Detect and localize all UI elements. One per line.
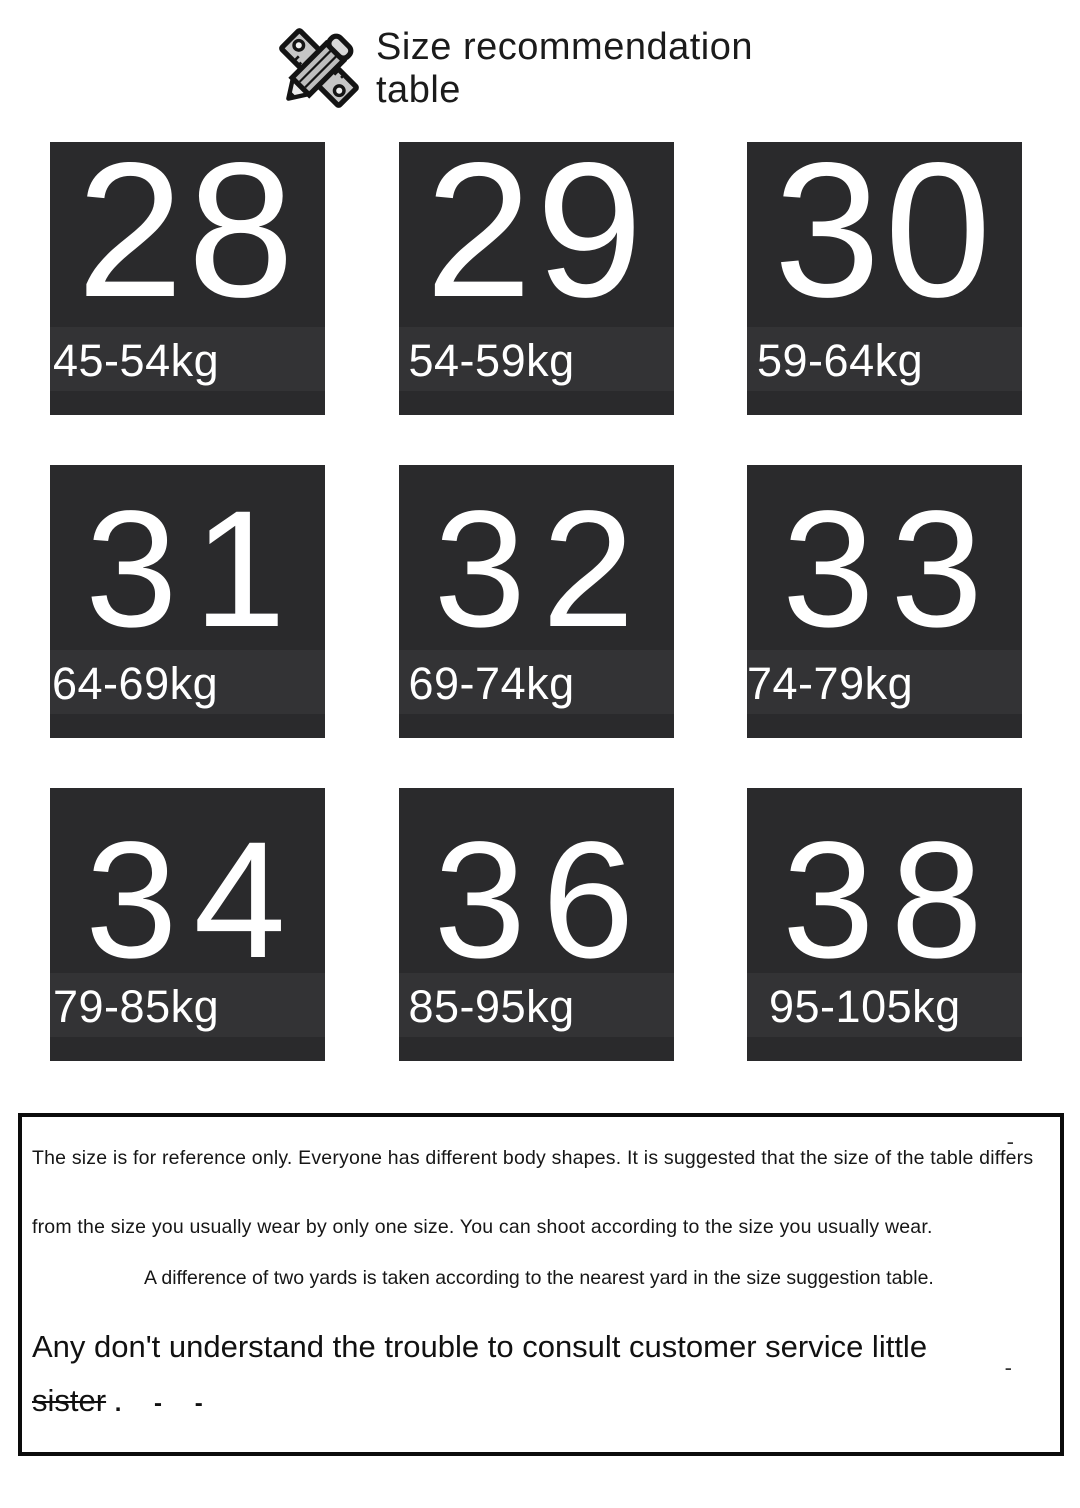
size-number: 33 bbox=[782, 477, 999, 662]
size-tile-29 bbox=[399, 142, 674, 415]
size-number: 29 bbox=[425, 142, 647, 337]
weight-range-label: 95-105kg bbox=[769, 981, 961, 1032]
artifact-dash-mid: - bbox=[1004, 1355, 1012, 1380]
size-number: 30 bbox=[773, 142, 996, 337]
weight-range-label: 79-85kg bbox=[53, 981, 220, 1032]
note-paragraph2: A difference of two yards is taken according to the nearest yard in the size suggestion table. bbox=[144, 1267, 934, 1289]
page-header bbox=[266, 16, 1080, 124]
size-number: 31 bbox=[85, 477, 302, 662]
size-tile-38 bbox=[747, 788, 1022, 1061]
weight-range-label: 59-64kg bbox=[757, 335, 924, 386]
artifact-dashes-trail: . - - bbox=[114, 1390, 203, 1418]
footer-note-line2 bbox=[32, 1374, 1046, 1428]
size-tile-34 bbox=[50, 788, 325, 1061]
footer-note bbox=[32, 1320, 1046, 1429]
footer-note-word: sister bbox=[32, 1383, 107, 1419]
size-grid bbox=[50, 142, 1022, 1061]
title-line2: table bbox=[376, 68, 461, 111]
weight-range-label: 45-54kg bbox=[53, 335, 220, 386]
size-tile-32 bbox=[399, 465, 674, 738]
weight-range-label: 54-59kg bbox=[408, 335, 575, 386]
size-number: 38 bbox=[782, 808, 999, 993]
footer-note-line1: Any don't understand the trouble to consult customer service little bbox=[32, 1328, 928, 1364]
page-title bbox=[376, 26, 753, 111]
note-paragraph1-line1: The size is for reference only. Everyone has different body shapes. It is suggested that the size of the table differs bbox=[32, 1147, 1034, 1169]
size-tile-36 bbox=[399, 788, 674, 1061]
weight-range-label: 64-69kg bbox=[52, 658, 219, 709]
weight-range-label: 85-95kg bbox=[408, 981, 575, 1032]
ruler-pencil-icon bbox=[266, 16, 372, 120]
size-tile-31 bbox=[50, 465, 325, 738]
note-paragraph1-line2: from the size you usually wear by only one size. You can shoot according to the size you usually wear. bbox=[32, 1216, 933, 1238]
size-tile-33 bbox=[747, 465, 1022, 738]
size-number: 28 bbox=[76, 142, 299, 337]
size-tile-28 bbox=[50, 142, 325, 415]
size-number: 36 bbox=[433, 808, 651, 993]
title-line1: Size recommendation bbox=[376, 26, 754, 68]
weight-range-label: 74-79kg bbox=[747, 658, 914, 709]
disclaimer-box bbox=[18, 1113, 1064, 1456]
size-number: 34 bbox=[85, 808, 302, 993]
weight-range-label: 69-74kg bbox=[408, 658, 575, 709]
artifact-dash-top: - bbox=[1006, 1129, 1014, 1154]
size-tile-30 bbox=[747, 142, 1022, 415]
size-number: 32 bbox=[433, 477, 651, 662]
